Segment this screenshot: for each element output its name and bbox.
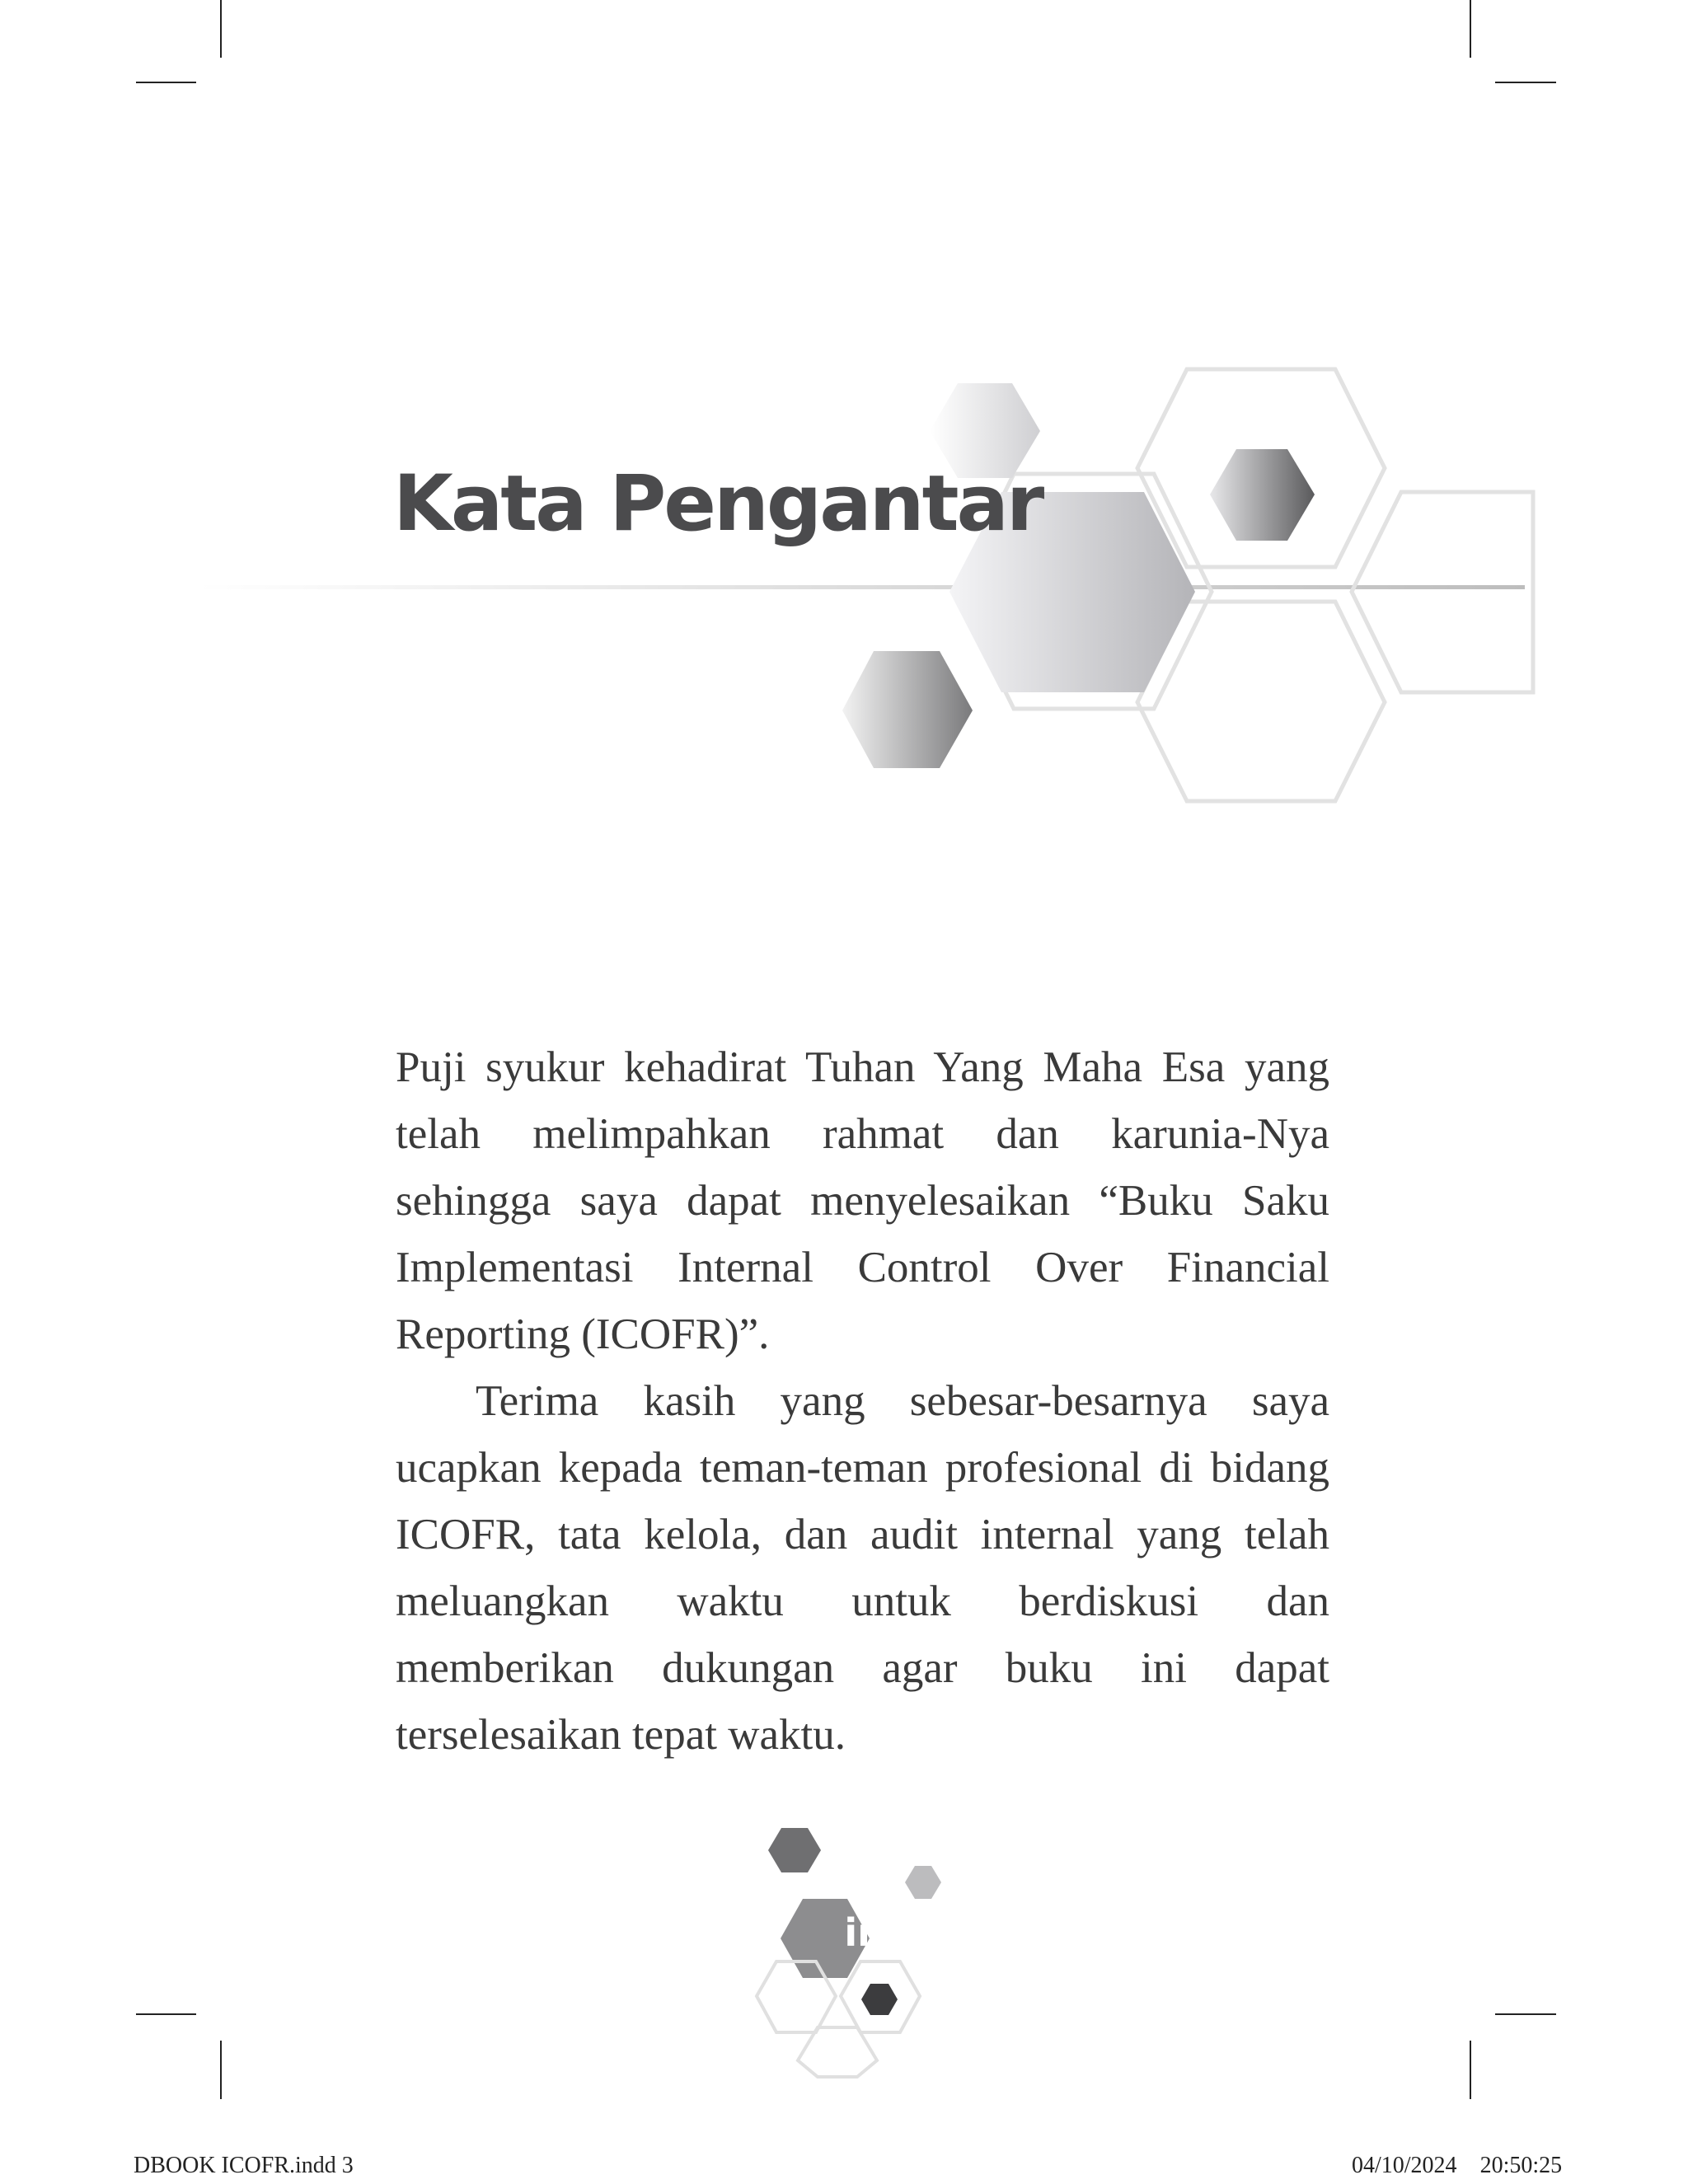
- hexagon-decoration: [0, 0, 1688, 824]
- slug-date: 04/10/2024: [1352, 2153, 1457, 2178]
- slug-timestamp: [1352, 2153, 1563, 2179]
- hexagon-left: [842, 651, 973, 768]
- slug-filename: DBOOK ICOFR.indd 3: [134, 2153, 354, 2178]
- hexagon-dark-right: [1210, 449, 1315, 541]
- slug-time: 20:50:25: [1479, 2153, 1563, 2178]
- page-number-badge: [750, 1813, 964, 2077]
- paragraph-1: Puji syukur kehadirat Tuhan Yang Maha Esa yang telah melimpahkan rahmat dan karunia-Nya sehingga saya dapat menyelesaikan “Buku Saku Implementasi Internal Control Over Financial Reporting (ICOFR)”.: [396, 1043, 1329, 1358]
- paragraph-2: Terima kasih yang sebesar-besarnya saya ucapkan kepada teman-teman profesional di bidang ICOFR, tata kelola, dan audit internal yang telah meluangkan waktu untuk berdiskusi dan memberikan dukungan agar buku ini dapat terselesaikan tepat waktu.: [396, 1377, 1329, 1759]
- page-title: Kata Pengantar: [393, 459, 1043, 549]
- body-text: [396, 1034, 1329, 1769]
- page-number: iii: [844, 1910, 884, 1955]
